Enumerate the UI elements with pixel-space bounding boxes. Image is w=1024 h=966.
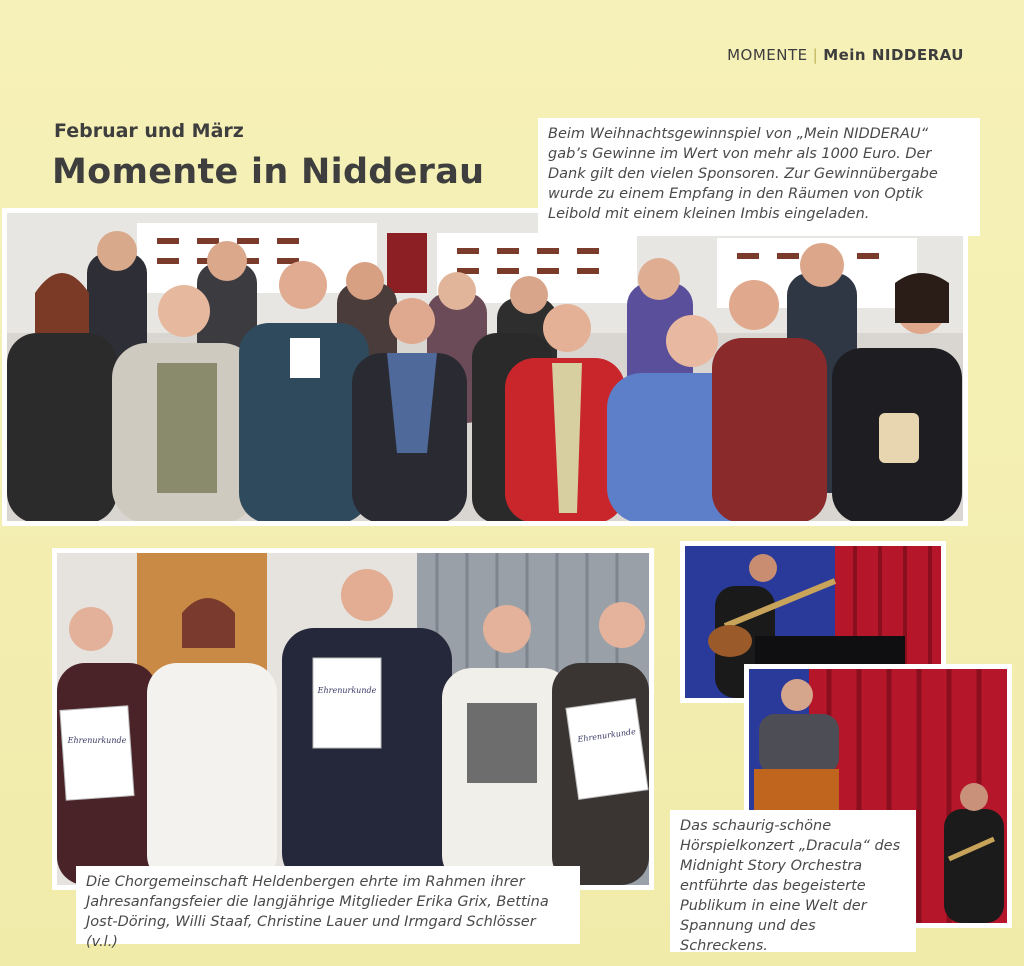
page-header (727, 46, 964, 64)
header-magazine: Mein NIDDERAU (823, 46, 964, 64)
article-kicker: Februar und März (54, 120, 244, 142)
certificate-text-left: Ehrenurkunde (67, 736, 127, 745)
group-photo-optik-leibold (2, 208, 968, 526)
choir-photo-illustration (57, 553, 649, 885)
certificate-text-right: Ehrenurkunde (576, 726, 637, 745)
caption-raffle: Beim Weihnachtsgewinnspiel von „Mein NIDDERAU“ gab’s Gewinne im Wert von mehr als 1000 Euro. Der Dank gilt den vielen Sponsoren. Zur Gewinnübergabe wurde zu einem Empfang in den Räumen von Optik Leibold mit einem kleinen Imbis eingeladen. (538, 118, 980, 236)
caption-dracula-concert: Das schaurig-schöne Hörspielkonzert „Dracula“ des Midnight Story Orchestra entführte das begeisterte Publikum in eine Welt der Spannung und des Schreckens. (670, 810, 916, 952)
certificate-text-center: Ehrenurkunde (317, 686, 377, 695)
caption-choir: Die Chorgemeinschaft Heldenbergen ehrte im Rahmen ihrer Jahresanfangsfeier die langjährige Mitglieder Erika Grix, Bettina Jost-Döring, Willi Staaf, Christine Lauer und Irmgard Schlösser (v.l.) (76, 866, 580, 944)
group-photo-illustration (7, 213, 963, 521)
choir-honors-photo (52, 548, 654, 890)
header-section: MOMENTE (727, 46, 808, 64)
header-separator: | (812, 46, 819, 64)
article-title: Momente in Nidderau (52, 152, 485, 192)
